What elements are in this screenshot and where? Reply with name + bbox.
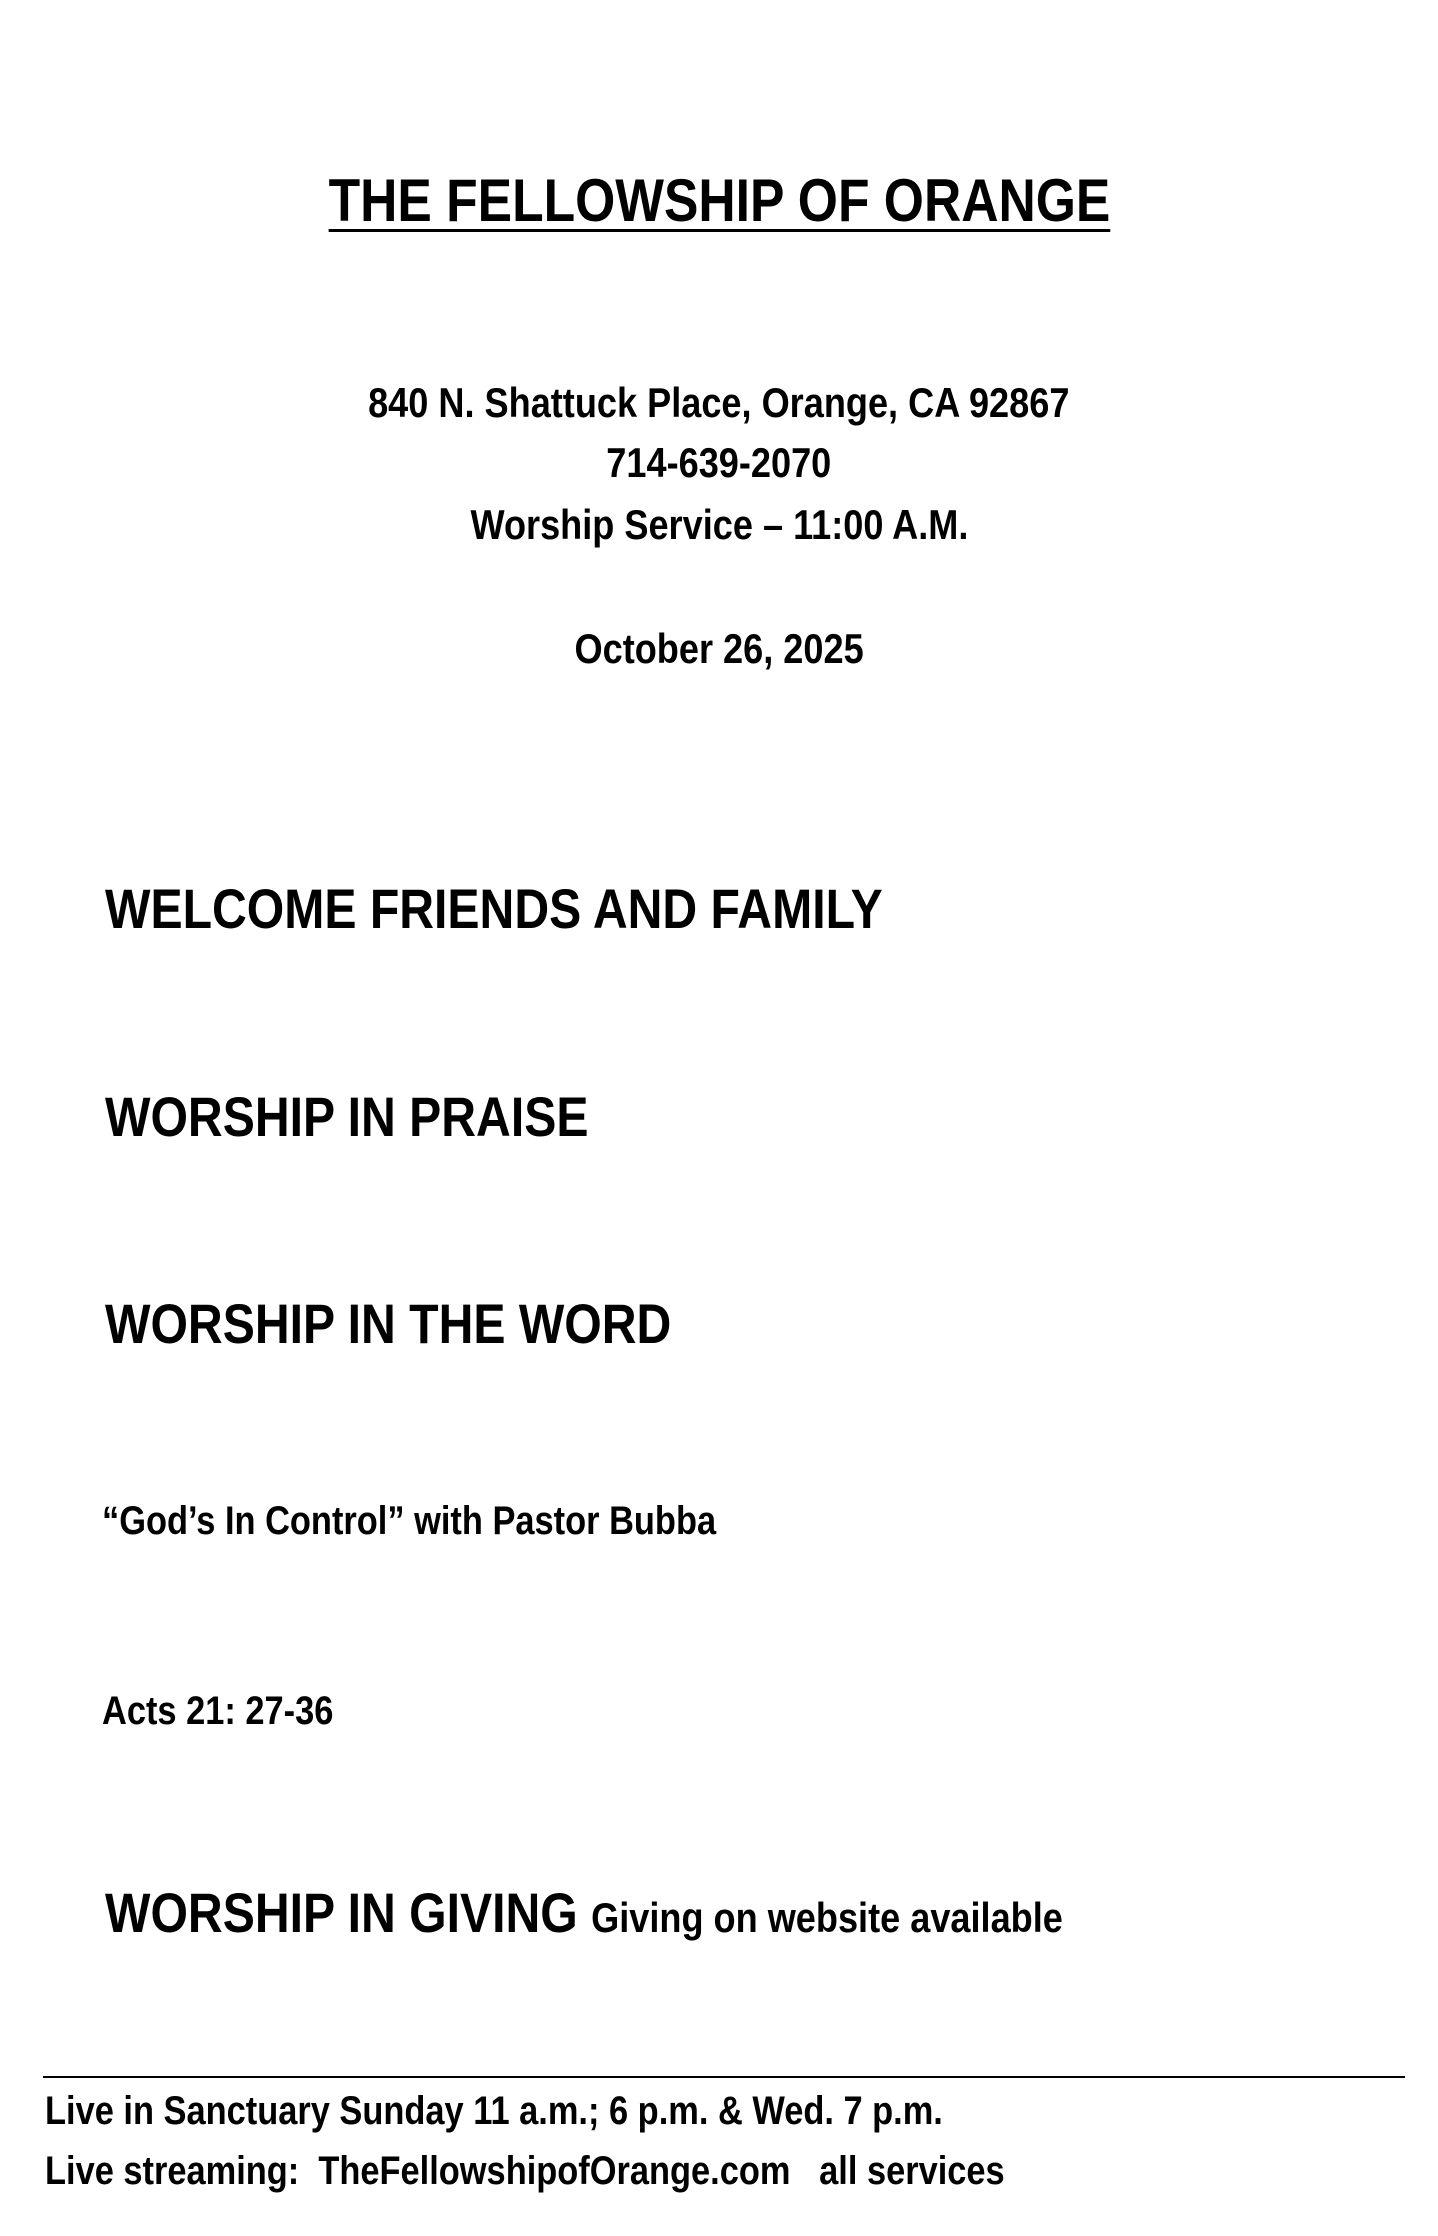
heading-praise: WORSHIP IN PRAISE — [105, 1085, 589, 1148]
scripture: Acts 21: 27-36 — [102, 1689, 334, 1733]
page-title: THE FELLOWSHIP OF ORANGE — [328, 167, 1110, 234]
giving-note: Giving on website available — [591, 1894, 1063, 1941]
heading-word: WORSHIP IN THE WORD — [105, 1292, 672, 1355]
date: October 26, 2025 — [574, 625, 864, 672]
phone: 714-639-2070 — [606, 439, 832, 486]
live-schedule: Live in Sanctuary Sunday 11 a.m.; 6 p.m. & Wed. 7 p.m. — [45, 2089, 943, 2133]
heading-welcome: WELCOME FRIENDS AND FAMILY — [105, 877, 883, 940]
streaming-info: Live streaming: TheFellowshipofOrange.com all services — [45, 2149, 1005, 2193]
sermon-title: “God’s In Control” with Pastor Bubba — [102, 1499, 717, 1543]
service-time: Worship Service – 11:00 A.M. — [470, 501, 968, 548]
heading-giving: WORSHIP IN GIVING Giving on website available — [105, 1881, 1063, 1944]
address: 840 N. Shattuck Place, Orange, CA 92867 — [368, 379, 1070, 426]
divider — [43, 2076, 1405, 2078]
